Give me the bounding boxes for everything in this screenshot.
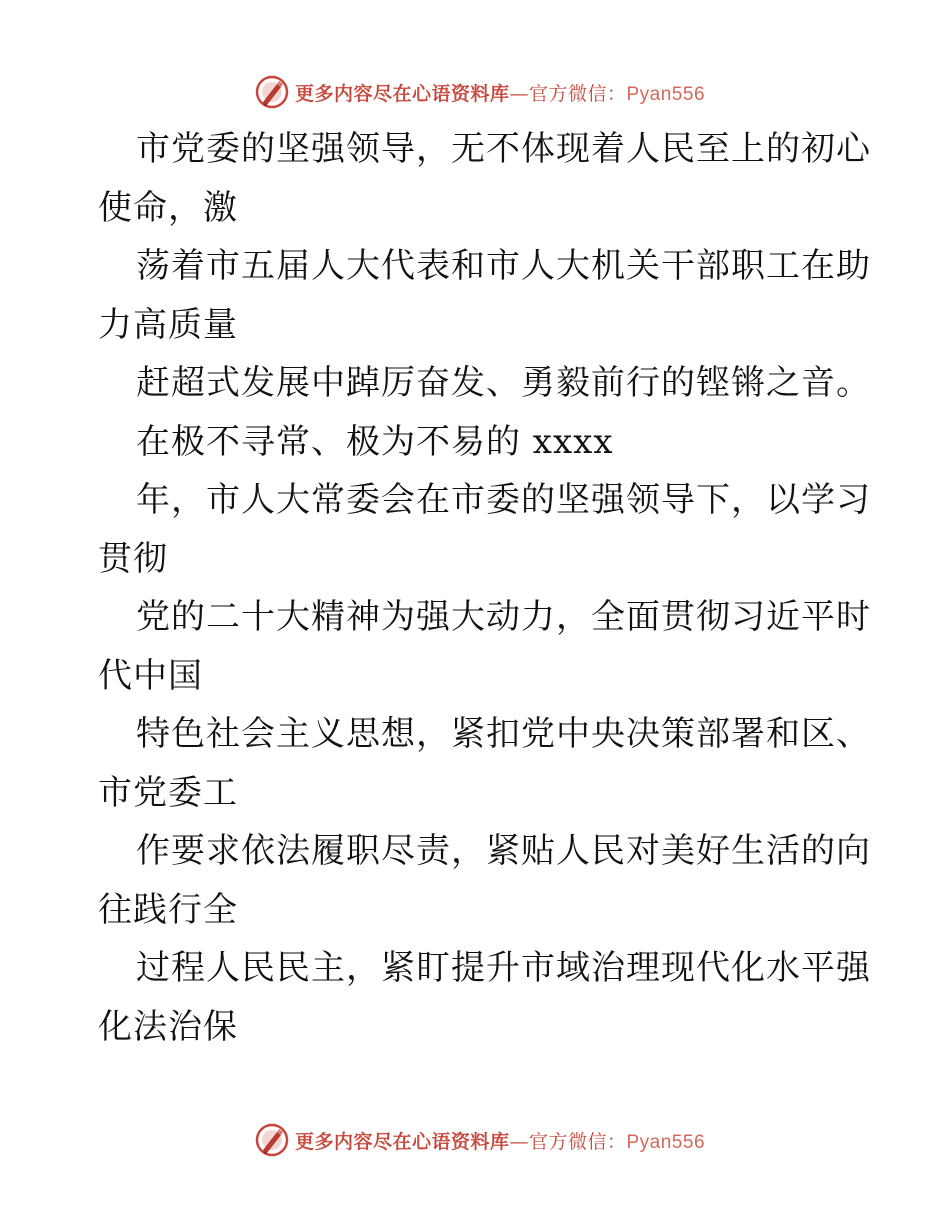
body-text-line: 荡着市五届人大代表和市人大机关干部职工在助	[136, 246, 871, 286]
header-wechat-id: Pyan556	[626, 83, 706, 105]
body-text-line: 特色社会主义思想，紧扣党中央决策部署和区、	[136, 714, 871, 754]
body-text-line: 党的二十大精神为强大动力，全面贯彻习近平时	[136, 597, 871, 637]
body-text-line: 代中国	[98, 655, 203, 696]
footer-banner-text	[295, 1127, 705, 1154]
body-text-line: 赶超式发展中踔厉奋发、勇毅前行的铿锵之音。	[136, 363, 871, 403]
body-text-line: 往践行全	[98, 889, 238, 930]
footer-site-text: 更多内容尽在心语资料库	[294, 1130, 510, 1153]
body-text-line: 市党委的坚强领导，无不体现着人民至上的初心	[136, 129, 871, 169]
body-text-line: 化法治保	[98, 1006, 238, 1047]
pen-logo-icon	[255, 75, 289, 109]
body-text-line: 力高质量	[98, 304, 238, 345]
footer-wechat-label: 官方微信：	[528, 1130, 627, 1153]
footer-banner-inner	[255, 1123, 705, 1157]
pen-logo-icon	[255, 1123, 289, 1157]
header-banner-text	[295, 79, 705, 106]
document-body	[98, 120, 871, 1056]
body-text-line: 作要求依法履职尽责，紧贴人民对美好生活的向	[136, 831, 871, 871]
header-separator: —	[509, 82, 529, 105]
header-banner-inner	[255, 75, 705, 109]
body-text-line: 贯彻	[98, 538, 168, 579]
body-text-line: 年，市人大常委会在市委的坚强领导下，以学习	[136, 480, 871, 520]
header-site-text: 更多内容尽在心语资料库	[294, 82, 510, 105]
body-text-line: 过程人民民主，紧盯提升市域治理现代化水平强	[136, 948, 871, 988]
body-text-line: 在极不寻常、极为不易的 xxxx	[136, 421, 614, 462]
footer-banner	[0, 1120, 950, 1160]
body-text-line: 使命，激	[98, 187, 238, 228]
header-banner	[0, 72, 950, 112]
body-text-line: 市党委工	[98, 772, 238, 813]
header-wechat-label: 官方微信：	[528, 82, 627, 105]
footer-wechat-id: Pyan556	[626, 1131, 706, 1153]
footer-separator: —	[509, 1130, 529, 1153]
